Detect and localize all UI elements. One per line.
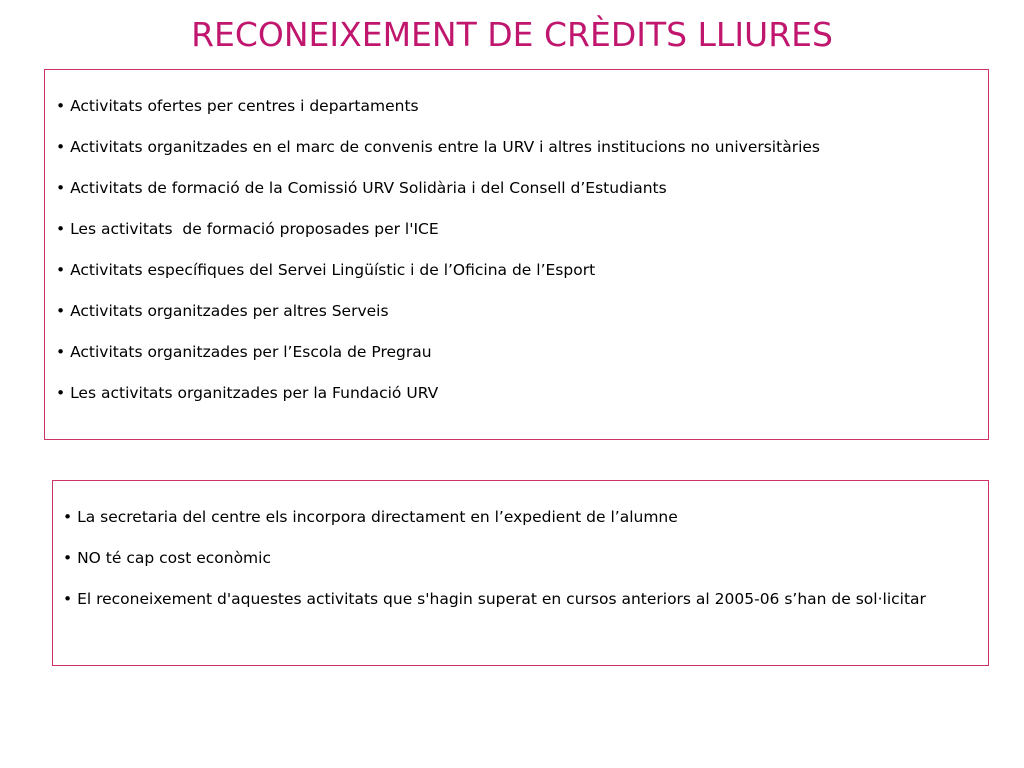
slide-title: RECONEIXEMENT DE CRÈDITS LLIURES [191,15,833,54]
list-item: • Les activitats organitzades per la Fundació URV [56,384,439,402]
list-item: • NO té cap cost econòmic [63,549,271,567]
list-item: • La secretaria del centre els incorpora directament en l’expedient de l’alumne [63,508,678,526]
notes-box [52,480,989,666]
list-item: • Les activitats de formació proposades per l'ICE [56,220,439,238]
activities-box [44,69,989,440]
list-item: • El reconeixement d'aquestes activitats que s'hagin superat en cursos anteriors al 2005-06 s’han de sol·licitar [63,590,926,608]
notes-list [63,507,958,630]
list-item: • Activitats organitzades per l’Escola de Pregrau [56,343,432,361]
list-item: • Activitats organitzades per altres Serveis [56,302,389,320]
list-item: • Activitats organitzades en el marc de convenis entre la URV i altres institucions no universitàries [56,138,820,156]
activities-list [56,96,978,424]
list-item: • Activitats de formació de la Comissió URV Solidària i del Consell d’Estudiants [56,179,667,197]
list-item: • Activitats específiques del Servei Lingüístic i de l’Oficina de l’Esport [56,261,596,279]
list-item: • Activitats ofertes per centres i departaments [56,97,419,115]
